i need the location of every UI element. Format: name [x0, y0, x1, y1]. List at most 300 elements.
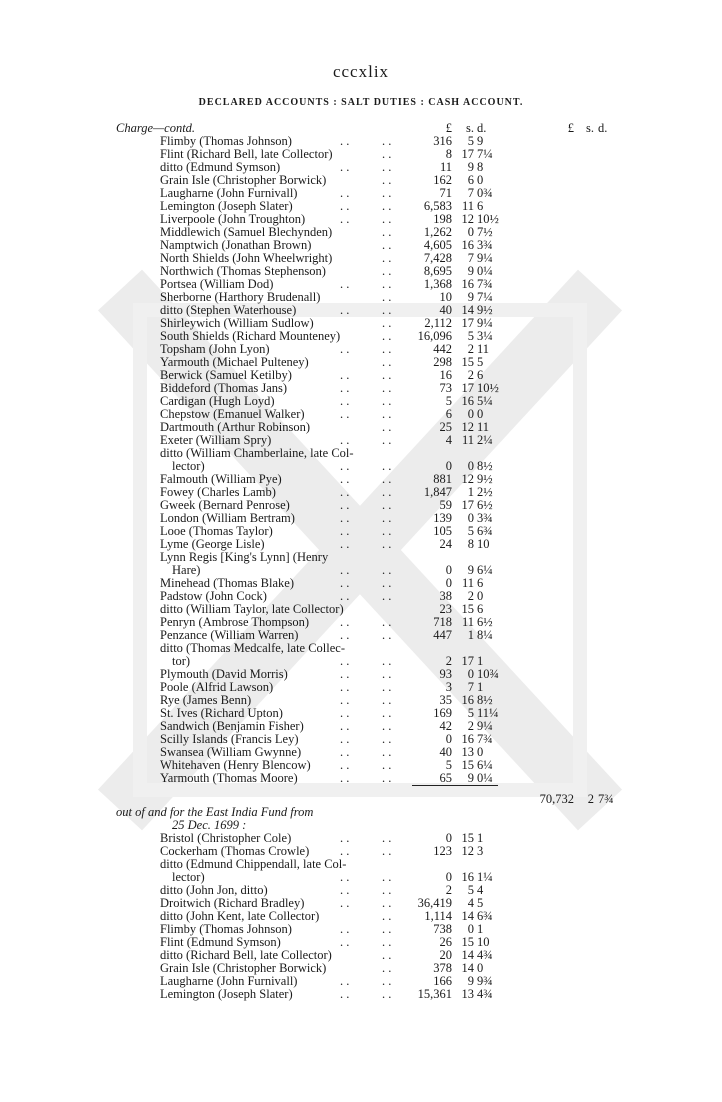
entry-label: Biddeford (Thomas Jans)	[160, 382, 288, 395]
amount-pounds: 16	[439, 368, 452, 382]
amount-shillings: 16	[461, 277, 474, 291]
amount-shillings: 9	[467, 563, 474, 577]
amount-pence: 9½	[477, 472, 493, 486]
amount-pounds: 298	[433, 355, 452, 369]
entry-label: Flimby (Thomas Johnson)	[160, 135, 292, 148]
header-row	[0, 122, 722, 135]
amount-pence: 1	[477, 831, 484, 845]
amount-pounds: 0	[445, 563, 452, 577]
entry-row	[0, 343, 722, 356]
entry-row	[0, 291, 722, 304]
amount-pounds: 0	[445, 459, 452, 473]
leader-dots: . .	[340, 134, 350, 148]
leader-dots: . .	[340, 615, 350, 629]
entry-row	[0, 733, 722, 746]
amount-pounds: 378	[433, 961, 452, 975]
running-head: DECLARED ACCOUNTS : SALT DUTIES : CASH ACCOUNT.	[198, 97, 524, 108]
amount-shillings: 0	[467, 511, 474, 525]
amount-pence: 10¾	[477, 667, 499, 681]
leader-dots: . .	[382, 407, 392, 421]
amount-pence: 0	[477, 961, 484, 975]
leader-dots: . .	[340, 303, 350, 317]
amount-pounds: 4,605	[423, 238, 452, 252]
amount-shillings: 17	[461, 147, 474, 161]
leader-dots: . .	[382, 485, 392, 499]
col-header-total-shillings: s.	[586, 121, 594, 135]
leader-dots: . .	[382, 706, 392, 720]
leader-dots: . .	[382, 290, 392, 304]
leader-dots: . .	[340, 394, 350, 408]
entry-label: Laugharne (John Furnivall)	[160, 975, 298, 988]
entry-row	[0, 590, 722, 603]
entry-row	[0, 473, 722, 486]
leader-dots: . .	[382, 472, 392, 486]
leader-dots: . .	[382, 147, 392, 161]
amount-pounds: 738	[433, 922, 452, 936]
entry-label: ditto (William Taylor, late Collector)	[160, 603, 344, 616]
amount-pounds: 5	[445, 758, 452, 772]
entry-row	[0, 356, 722, 369]
amount-shillings: 2	[467, 589, 474, 603]
entry-label: Sherborne (Harthory Brudenall)	[160, 291, 321, 304]
entry-row-continued	[0, 564, 722, 577]
amount-pence: 8¼	[477, 628, 493, 642]
leader-dots: . .	[382, 329, 392, 343]
entry-label: London (William Bertram)	[160, 512, 295, 525]
section-heading: Charge—contd.	[116, 122, 196, 135]
entry-label: Lemington (Joseph Slater)	[160, 200, 293, 213]
leader-dots: . .	[340, 654, 350, 668]
amount-shillings: 16	[461, 732, 474, 746]
amount-shillings: 0	[467, 667, 474, 681]
leader-dots: . .	[382, 498, 392, 512]
entry-label: Lemington (Joseph Slater)	[160, 988, 293, 1001]
amount-pence: 10½	[477, 381, 499, 395]
amount-pounds: 0	[445, 831, 452, 845]
leader-dots: . .	[382, 381, 392, 395]
leader-dots: . .	[382, 589, 392, 603]
amount-shillings: 17	[461, 316, 474, 330]
amount-pounds: 166	[433, 974, 452, 988]
entry-row	[0, 949, 722, 962]
amount-pence: 0	[477, 745, 484, 759]
amount-pounds: 0	[445, 732, 452, 746]
amount-pounds: 8,695	[423, 264, 452, 278]
leader-dots: . .	[340, 368, 350, 382]
entry-row	[0, 161, 722, 174]
entry-label: ditto (Edmund Symson)	[160, 161, 281, 174]
leader-dots: . .	[340, 186, 350, 200]
entry-row	[0, 897, 722, 910]
leader-dots: . .	[340, 719, 350, 733]
amount-pence: 1¼	[477, 870, 493, 884]
entry-row	[0, 936, 722, 949]
leader-dots: . .	[340, 922, 350, 936]
total-shillings: 2	[587, 792, 594, 806]
leader-dots: . .	[340, 433, 350, 447]
amount-pounds: 59	[439, 498, 452, 512]
amount-pence: 0¼	[477, 771, 493, 785]
amount-shillings: 5	[467, 329, 474, 343]
amount-pounds: 10	[439, 290, 452, 304]
page-number: cccxlix	[332, 62, 390, 81]
amount-shillings: 17	[461, 654, 474, 668]
amount-pounds: 169	[433, 706, 452, 720]
leader-dots: . .	[340, 883, 350, 897]
amount-pounds: 11	[439, 160, 452, 174]
leader-dots: . .	[382, 537, 392, 551]
entry-label: Bristol (Christopher Cole)	[160, 832, 292, 845]
amount-pence: 9¼	[477, 251, 493, 265]
amount-pounds: 93	[439, 667, 452, 681]
entry-row	[0, 577, 722, 590]
amount-pence: 6	[477, 576, 484, 590]
amount-pence: 7¾	[477, 732, 493, 746]
leader-dots: . .	[340, 706, 350, 720]
entry-label: St. Ives (Richard Upton)	[160, 707, 283, 720]
leader-dots: . .	[382, 264, 392, 278]
leader-dots: . .	[340, 628, 350, 642]
amount-pounds: 73	[439, 381, 452, 395]
entry-label: Shirleywich (William Sudlow)	[160, 317, 314, 330]
entry-label: Poole (Alfrid Lawson)	[160, 681, 274, 694]
entry-label: Sandwich (Benjamin Fisher)	[160, 720, 304, 733]
amount-pounds: 162	[433, 173, 452, 187]
amount-pence: 8½	[477, 693, 493, 707]
amount-pounds: 1,262	[423, 225, 452, 239]
amount-pounds: 2	[445, 883, 452, 897]
leader-dots: . .	[382, 844, 392, 858]
amount-pence: 4¾	[477, 948, 493, 962]
leader-dots: . .	[382, 758, 392, 772]
amount-pence: 6	[477, 602, 484, 616]
entry-label: ditto (John Kent, late Collector)	[160, 910, 320, 923]
amount-pounds: 15,361	[417, 987, 452, 1001]
entry-label: Dartmouth (Arthur Robinson)	[160, 421, 310, 434]
amount-pounds: 442	[433, 342, 452, 356]
amount-pounds: 65	[439, 771, 452, 785]
entry-label: Laugharne (John Furnivall)	[160, 187, 298, 200]
leader-dots: . .	[340, 524, 350, 538]
amount-pence: 11	[477, 342, 490, 356]
entry-row	[0, 239, 722, 252]
leader-dots: . .	[382, 896, 392, 910]
entry-row	[0, 759, 722, 772]
leader-dots: . .	[382, 251, 392, 265]
amount-pence: 7½	[477, 225, 493, 239]
leader-dots: . .	[340, 407, 350, 421]
amount-pence: 9¼	[477, 719, 493, 733]
amount-pence: 3¾	[477, 238, 493, 252]
entry-label: Cockerham (Thomas Crowle)	[160, 845, 310, 858]
leader-dots: . .	[340, 576, 350, 590]
entry-label: Lyme (George Lisle)	[160, 538, 265, 551]
amount-pounds: 16,096	[417, 329, 452, 343]
total-rule-row	[0, 785, 722, 793]
leader-dots: . .	[382, 831, 392, 845]
col-header-total-pounds: £	[567, 121, 574, 135]
amount-pence: 5	[477, 355, 484, 369]
amount-shillings: 0	[467, 459, 474, 473]
entry-row	[0, 962, 722, 975]
amount-pence: 11¼	[477, 706, 499, 720]
amount-shillings: 12	[461, 472, 474, 486]
amount-pounds: 40	[439, 303, 452, 317]
amount-shillings: 15	[461, 355, 474, 369]
leader-dots: . .	[340, 987, 350, 1001]
amount-pounds: 2,112	[424, 316, 452, 330]
leader-dots: . .	[340, 511, 350, 525]
entry-row	[0, 226, 722, 239]
entry-row	[0, 408, 722, 421]
entry-label: Liverpoole (John Troughton)	[160, 213, 306, 226]
entry-label: Northwich (Thomas Stephenson)	[160, 265, 326, 278]
entry-label-continued: tor)	[172, 655, 191, 668]
amount-pence: 6½	[477, 615, 493, 629]
entry-label: Fowey (Charles Lamb)	[160, 486, 276, 499]
leader-dots: . .	[340, 537, 350, 551]
amount-pence: 3	[477, 844, 484, 858]
entry-row	[0, 975, 722, 988]
group-1	[0, 135, 722, 785]
entry-row	[0, 382, 722, 395]
entry-row	[0, 330, 722, 343]
entry-label: Yarmouth (Michael Pulteney)	[160, 356, 309, 369]
amount-pounds: 1,114	[424, 909, 452, 923]
entry-row	[0, 395, 722, 408]
amount-pounds: 23	[439, 602, 452, 616]
entry-row	[0, 434, 722, 447]
entry-row	[0, 447, 722, 460]
amount-shillings: 5	[467, 883, 474, 897]
amount-pounds: 881	[433, 472, 452, 486]
amount-pence: 6½	[477, 498, 493, 512]
leader-dots: . .	[340, 342, 350, 356]
leader-dots: . .	[382, 563, 392, 577]
entry-row	[0, 720, 722, 733]
leader-dots: . .	[340, 771, 350, 785]
entry-row	[0, 629, 722, 642]
amount-pence: 11	[477, 420, 490, 434]
amount-pence: 4¾	[477, 987, 493, 1001]
amount-shillings: 4	[467, 896, 474, 910]
amount-shillings: 13	[461, 745, 474, 759]
entry-row	[0, 213, 722, 226]
leader-dots: . .	[382, 433, 392, 447]
amount-shillings: 2	[467, 342, 474, 356]
leader-dots: . .	[340, 974, 350, 988]
entry-row	[0, 603, 722, 616]
entry-row-continued	[0, 871, 722, 884]
leader-dots: . .	[382, 719, 392, 733]
amount-pence: 0	[477, 173, 484, 187]
amount-shillings: 7	[467, 186, 474, 200]
entry-row	[0, 369, 722, 382]
amount-shillings: 7	[467, 680, 474, 694]
amount-pence: 7¼	[477, 147, 493, 161]
leader-dots: . .	[340, 680, 350, 694]
entry-label: Topsham (John Lyon)	[160, 343, 270, 356]
entry-label: North Shields (John Wheelwright)	[160, 252, 333, 265]
amount-shillings: 8	[467, 537, 474, 551]
amount-shillings: 9	[467, 290, 474, 304]
entry-label: Berwick (Samuel Ketilby)	[160, 369, 292, 382]
leader-dots: . .	[340, 667, 350, 681]
entry-label: Looe (Thomas Taylor)	[160, 525, 273, 538]
entry-row	[0, 845, 722, 858]
leader-dots: . .	[382, 199, 392, 213]
leader-dots: . .	[382, 576, 392, 590]
amount-pounds: 36,419	[417, 896, 452, 910]
entry-label: Exeter (William Spry)	[160, 434, 272, 447]
amount-shillings: 11	[461, 199, 474, 213]
leader-dots: . .	[382, 961, 392, 975]
amount-pounds: 0	[445, 870, 452, 884]
leader-dots: . .	[340, 935, 350, 949]
amount-shillings: 5	[467, 706, 474, 720]
leader-dots: . .	[382, 771, 392, 785]
entry-row	[0, 525, 722, 538]
amount-pence: 10	[477, 935, 490, 949]
amount-shillings: 12	[461, 212, 474, 226]
leader-dots: . .	[382, 134, 392, 148]
entry-label: Chepstow (Emanuel Walker)	[160, 408, 305, 421]
entry-label-continued: lector)	[172, 460, 205, 473]
amount-shillings: 16	[461, 693, 474, 707]
total-pounds: 70,732	[539, 792, 574, 806]
amount-shillings: 15	[461, 831, 474, 845]
amount-pounds: 38	[439, 589, 452, 603]
amount-pence: 0	[477, 589, 484, 603]
amount-pence: 10	[477, 537, 490, 551]
leader-dots: . .	[340, 160, 350, 174]
leader-dots: . .	[382, 342, 392, 356]
amount-shillings: 15	[461, 935, 474, 949]
entry-label: Yarmouth (Thomas Moore)	[160, 772, 298, 785]
leader-dots: . .	[382, 394, 392, 408]
col-header-total-pence: d.	[598, 121, 608, 135]
entry-row	[0, 694, 722, 707]
entry-row	[0, 200, 722, 213]
entry-label: ditto (Edmund Chippendall, late Col-	[160, 858, 347, 871]
amount-shillings: 9	[467, 160, 474, 174]
entry-label: Flint (Edmund Symson)	[160, 936, 281, 949]
amount-pounds: 8	[445, 147, 452, 161]
leader-dots: . .	[382, 316, 392, 330]
leader-dots: . .	[340, 732, 350, 746]
leader-dots: . .	[382, 368, 392, 382]
amount-pounds: 7,428	[423, 251, 452, 265]
amount-pence: 1	[477, 680, 484, 694]
entry-label: Grain Isle (Christopher Borwick)	[160, 174, 327, 187]
amount-pounds: 71	[439, 186, 452, 200]
entry-row	[0, 486, 722, 499]
total-rule	[412, 785, 498, 786]
leader-dots: . .	[382, 974, 392, 988]
leader-dots: . .	[382, 615, 392, 629]
amount-pence: 5¼	[477, 394, 493, 408]
amount-pence: 5	[477, 896, 484, 910]
amount-pence: 3¾	[477, 511, 493, 525]
amount-shillings: 14	[461, 303, 474, 317]
amount-pence: 8	[477, 160, 484, 174]
entry-row	[0, 642, 722, 655]
leader-dots: . .	[340, 472, 350, 486]
amount-shillings: 5	[467, 524, 474, 538]
entry-label: South Shields (Richard Mounteney)	[160, 330, 341, 343]
leader-dots: . .	[382, 173, 392, 187]
amount-shillings: 12	[461, 420, 474, 434]
leader-dots: . .	[340, 381, 350, 395]
amount-shillings: 15	[461, 602, 474, 616]
amount-pounds: 6,583	[423, 199, 452, 213]
amount-shillings: 9	[467, 771, 474, 785]
entry-row	[0, 616, 722, 629]
entry-row	[0, 988, 722, 1001]
leader-dots: . .	[340, 844, 350, 858]
leader-dots: . .	[340, 485, 350, 499]
amount-pounds: 5	[445, 394, 452, 408]
amount-pounds: 1,368	[423, 277, 452, 291]
leader-dots: . .	[382, 948, 392, 962]
entry-label: Cardigan (Hugh Loyd)	[160, 395, 275, 408]
leader-dots: . .	[340, 277, 350, 291]
leader-dots: . .	[340, 199, 350, 213]
leader-dots: . .	[382, 186, 392, 200]
entry-label: Plymouth (David Morris)	[160, 668, 288, 681]
entry-row	[0, 187, 722, 200]
leader-dots: . .	[382, 160, 392, 174]
entry-row	[0, 512, 722, 525]
entry-row	[0, 910, 722, 923]
leader-dots: . .	[382, 628, 392, 642]
amount-pounds: 35	[439, 693, 452, 707]
group-2	[0, 832, 722, 1001]
leader-dots: . .	[382, 420, 392, 434]
amount-pounds: 447	[433, 628, 452, 642]
amount-pounds: 123	[433, 844, 452, 858]
amount-shillings: 15	[461, 758, 474, 772]
amount-shillings: 6	[467, 173, 474, 187]
entry-label: Whitehaven (Henry Blencow)	[160, 759, 311, 772]
amount-pence: 0	[477, 407, 484, 421]
amount-pounds: 718	[433, 615, 452, 629]
amount-pounds: 105	[433, 524, 452, 538]
entry-label: Penryn (Ambrose Thompson)	[160, 616, 310, 629]
leader-dots: . .	[382, 870, 392, 884]
leader-dots: . .	[340, 498, 350, 512]
amount-pence: 8½	[477, 459, 493, 473]
amount-pence: 6¾	[477, 909, 493, 923]
col-header-pence: d.	[477, 121, 487, 135]
entry-label: Namptwich (Jonathan Brown)	[160, 239, 312, 252]
amount-pence: 9¼	[477, 316, 493, 330]
leader-dots: . .	[340, 459, 350, 473]
entry-label: ditto (John Jon, ditto)	[160, 884, 268, 897]
leader-dots: . .	[382, 693, 392, 707]
leader-dots: . .	[382, 732, 392, 746]
amount-pence: 6	[477, 199, 484, 213]
leader-dots: . .	[340, 896, 350, 910]
leader-dots: . .	[340, 693, 350, 707]
leader-dots: . .	[382, 654, 392, 668]
entry-row	[0, 858, 722, 871]
amount-pence: 7¾	[477, 277, 493, 291]
leader-dots: . .	[382, 745, 392, 759]
amount-pounds: 2	[445, 654, 452, 668]
entry-row	[0, 538, 722, 551]
entry-label: Minehead (Thomas Blake)	[160, 577, 294, 590]
